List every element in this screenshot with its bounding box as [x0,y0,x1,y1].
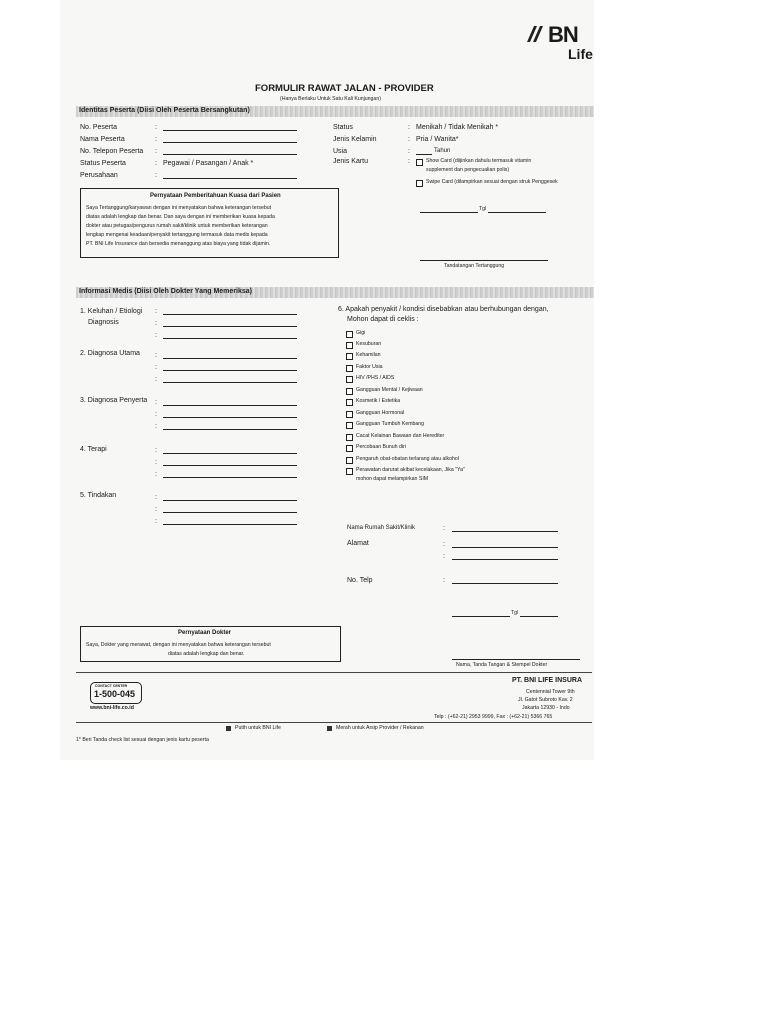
footnote: 1* Beri Tanda check list sesuai dengan jenis kartu peserta [76,737,209,743]
form-page: BN Life FORMULIR RAWAT JALAN - PROVIDER (Hanya Berlaku Untuk Satu Kali Kunjungan) Identitas Peserta (Diisi Oleh Peserta Bersangkutan) No. Peserta Nama Peserta No. Telepon Peserta Status Peserta Perusahaan : : : : : Pegawai / Pasangan / Anak * Status Jenis Kelamin Usia Jenis Kartu : : : : Menikah / Tidak Menikah * Pria / Wanita* Tahun Show Card (diijinkan dahulu termasuk vitamin supplement dan pengecualian polis) Swipe Card (dilampirkan sesuai dengan struk Penggesek Tgl Tandatangan Tertanggung Pernyataan Pemberitahuan Kuasa dari Pasien Saya Tertanggung/karyawan dengan ini menyatakan bahwa keterangan tersebut diatas adalah lengkap dan benar. Dan saya dengan ini memberikan kuasa kepada dokter atau petugas/pengurus rumah sakit/klinik untuk memberikan keterangan lengkap mengenai keadaan/penyakit tertanggung termasuk data medis kepada PT. BNI Life Insurance dan bersedia menanggung atas biaya yang tidak dijamin. Informasi Medis (Diisi Oleh Dokter Yang Memeriksa) 1. Keluhan / Etiologi Diagnosis 2. Diagnosa Utama 3. Diagnosa Penyerta 4. Terapi 5. Tindakan : : : : : : : : : : : : : : : 6. Apakah penyakit / kondisi disebabkan atau berhubungan dengan, Mohon dapat di ceklis : Gigi Kesuburan Kehamilan Faktor Usia HIV /PHS / AIDS Gangguan Mental / Kejiwaan Kosmetik / Estetika Gangguan Hormonal Gangguan Tumbuh Kembang Cacat Kelainan Bawaan dan Herediter Percobaan Bunuh diri Pengaruh obat-obatan terlarang atau alkohol Perawatan darurat akibat kecelakaan, Jika "Ya" mohon dapat melampirkan SIM Nama Rumah Sakit/Klinik Alamat No. Telp : : : : Tgl Nama, Tanda Tangan & Stempel Dokter Pernyataan Dokter Saya, Dokter yang merawat, dengan ini menyatakan bahwa keterangan tersebut diatas adalah lengkap dan benar. CONTACT CENTER 1-500-045 www.bni-life.co.id PT. BNI LIFE INSURA Centennial Tower 9th Jl. Gatot Subroto Kav. 2 Jakarta 12930 - Indo Telp : (+62-21) 2953 9999, Fax : (+62-21) 5366 765 Putih untuk BNI Life Merah untuk Arsip Provider / Rekanan 1* Beri Tanda check list sesuai dengan jenis kartu peserta [60,0,594,760]
no-peserta-input[interactable] [163,130,297,131]
condition-checkbox[interactable] [346,468,353,475]
form-title: FORMULIR RAWAT JALAN - PROVIDER [255,83,434,94]
condition-label: Percobaan Bunuh diri [356,444,406,450]
telepon-input[interactable] [163,154,297,155]
keluhan-input-3[interactable] [163,338,297,339]
q6-question: 6. Apakah penyakit / kondisi disebabkan atau berhubungan dengan, [338,306,549,313]
condition-checkbox[interactable] [346,434,353,441]
condition-checkbox[interactable] [346,411,353,418]
swipe-card-checkbox[interactable] [416,180,423,187]
website-link[interactable]: www.bni-life.co.id [90,705,134,711]
diagnosa-utama-input-2[interactable] [163,370,297,371]
item-tindakan-label: 5. Tindakan [80,492,117,499]
item-diagnosa-penyerta-label: 3. Diagnosa Penyerta [80,397,148,404]
company-address-line: Jakarta 12930 - Indo [522,705,570,711]
kuasa-title: Pernyataan Pemberitahuan Kuasa dari Pasien [150,193,281,199]
field-no-peserta-label: No. Peserta [80,124,117,131]
gender-value[interactable]: Pria / Wanita* [416,136,459,143]
item-diagnosa-utama-label: 2. Diagnosa Utama [80,350,140,357]
tindakan-input-1[interactable] [163,500,297,501]
nama-peserta-input[interactable] [163,142,297,143]
tgl-label: Tgl [479,206,487,212]
contact-label: CONTACT CENTER [95,684,128,688]
company-name: PT. BNI LIFE INSURA [512,677,583,684]
contact-center-badge [90,682,142,704]
logo-sub: Life [568,46,593,62]
hospital-address-input-2[interactable] [452,559,558,560]
doctor-tgl-input[interactable] [520,616,558,617]
section1-header: Identitas Peserta (Diisi Oleh Peserta Bersangkutan) [76,106,594,117]
condition-checkbox[interactable] [346,457,353,464]
item-keluhan-label: 1. Keluhan / Etiologi [80,308,143,315]
condition-label: Kesuburan [356,341,382,347]
logo-brand: BN [548,22,578,47]
hospital-phone-label: No. Telp [347,577,373,584]
jenis-kartu-label: Jenis Kartu [333,158,369,165]
condition-checkbox[interactable] [346,376,353,383]
doctor-tgl-day-input[interactable] [452,616,510,617]
company-phone: Telp : (+62-21) 2953 9999, Fax : (+62-21) 5366 765 [434,714,553,720]
status-label: Status [333,124,353,131]
contact-number: 1-500-045 [94,689,136,699]
field-telepon-label: No. Telepon Peserta [80,148,144,155]
field-perusahaan-label: Perusahaan [80,172,118,179]
condition-checkbox[interactable] [346,331,353,338]
condition-checkbox[interactable] [346,445,353,452]
footer-divider [76,672,592,673]
show-card-checkbox[interactable] [416,159,423,166]
tgl-input[interactable] [488,212,546,213]
diagnosa-penyerta-input-2[interactable] [163,417,297,418]
condition-checkbox[interactable] [346,388,353,395]
doctor-tgl-label: Tgl [511,610,519,616]
diagnosa-penyerta-input-3[interactable] [163,429,297,430]
footer-divider-2 [76,722,592,723]
bni-logo-icon [526,24,546,44]
diagnosa-utama-input-3[interactable] [163,382,297,383]
usia-unit: Tahun [434,148,451,154]
swipe-card-label: Swipe Card (dilampirkan sesuai dengan struk Penggesek [426,179,558,185]
company-address-line: Jl. Gatot Subroto Kav. 2 [518,697,573,703]
condition-checkbox[interactable] [346,399,353,406]
keluhan-input-1[interactable] [163,314,297,315]
q6-instruction: Mohon dapat di ceklis : [347,316,419,323]
show-card-label: Show Card (diijinkan dahulu termasuk vitamin [426,158,532,164]
signature-line[interactable] [420,260,548,261]
terapi-input-2[interactable] [163,465,297,466]
doctor-statement-title: Pernyataan Dokter [178,630,232,636]
condition-label: Perawatan darurat akibat kecelakaan, Jika "Ya" [356,467,465,473]
show-card-label-2: supplement dan pengecualian polis) [426,167,510,173]
form-subtitle: (Hanya Berlaku Untuk Satu Kali Kunjungan) [280,96,381,102]
terapi-input-3[interactable] [163,477,297,478]
doctor-signature-line[interactable] [452,659,580,660]
condition-label: Kosmetik / Estetika [356,398,401,404]
hospital-phone-input[interactable] [452,583,558,584]
status-value[interactable]: Menikah / Tidak Menikah * [416,124,499,131]
condition-note: mohon dapat melampirkan SIM [356,476,429,482]
red-copy-marker-icon [327,726,332,731]
keluhan-input-2[interactable] [163,326,297,327]
field-status-peserta-label: Status Peserta [80,160,126,167]
terapi-input-1[interactable] [163,453,297,454]
section2-header: Informasi Medis (Diisi Oleh Dokter Yang Memeriksa) [76,287,594,298]
tindakan-input-3[interactable] [163,524,297,525]
item-diagnosis-label: Diagnosis [88,319,119,326]
doctor-statement-line: Saya, Dokter yang merawat, dengan ini menyatakan bahwa keterangan tersebut [86,642,271,648]
usia-input[interactable] [416,154,432,155]
hospital-address-label: Alamat [347,540,369,547]
kuasa-line: PT. BNI Life Insurance dan bersedia menanggung atas biaya yang tidak dijamin. [86,241,271,247]
copy-white-label: Putih untuk BNI Life [235,725,281,731]
condition-label: Gigi [356,330,366,336]
doctor-signature-label: Nama, Tanda Tangan & Stempel Dokter [456,662,548,668]
field-nama-label: Nama Peserta [80,136,125,143]
condition-label: Kehamilan [356,352,381,358]
condition-checkbox[interactable] [346,342,353,349]
signature-label: Tandatangan Tertanggung [444,263,505,269]
condition-label: Gangguan Mental / Kejiwaan [356,387,423,393]
diagnosa-penyerta-input-1[interactable] [163,405,297,406]
condition-label: Gangguan Hormonal [356,410,405,416]
condition-label: Faktor Usia [356,364,383,370]
condition-label: Cacat Kelainan Bawaan dan Herediter [356,433,445,439]
condition-checkbox[interactable] [346,353,353,360]
condition-label: Gangguan Tumbuh Kembang [356,421,425,427]
tgl-day-input[interactable] [420,212,478,213]
kuasa-line: Saya Tertanggung/karyawan dengan ini menyatakan bahwa keterangan tersebut [86,205,272,211]
kuasa-line: dokter atau petugas/pengurus rumah sakit/klinik untuk memberikan keterangan [86,223,268,229]
hospital-name-input[interactable] [452,531,558,532]
item-terapi-label: 4. Terapi [80,446,107,453]
diagnosa-utama-input-1[interactable] [163,358,297,359]
company-address-line: Centennial Tower 9th [526,689,575,695]
status-peserta-value[interactable]: Pegawai / Pasangan / Anak * [163,160,254,167]
copy-red-label: Merah untuk Arsip Provider / Rekanan [336,725,424,731]
condition-label: Pengaruh obat-obatan terlarang atau alkohol [356,456,459,462]
usia-label: Usia [333,148,348,155]
condition-checkbox[interactable] [346,422,353,429]
condition-label: HIV /PHS / AIDS [356,375,395,381]
hospital-name-label: Nama Rumah Sakit/Klinik [347,525,416,531]
kuasa-line: diatas adalah lengkap dan benar. Dan saya dengan ini memberikan kuasa kepada [86,214,275,220]
gender-label: Jenis Kelamin [333,136,377,143]
condition-checkbox[interactable] [346,365,353,372]
white-copy-marker-icon [226,726,231,731]
kuasa-line: lengkap mengenai keadaan/penyakit tertanggung termasuk data medis kepada [86,232,268,238]
doctor-statement-line: diatas adalah lengkap dan benar. [168,651,245,657]
tindakan-input-2[interactable] [163,512,297,513]
hospital-address-input-1[interactable] [452,547,558,548]
perusahaan-input[interactable] [163,178,297,179]
